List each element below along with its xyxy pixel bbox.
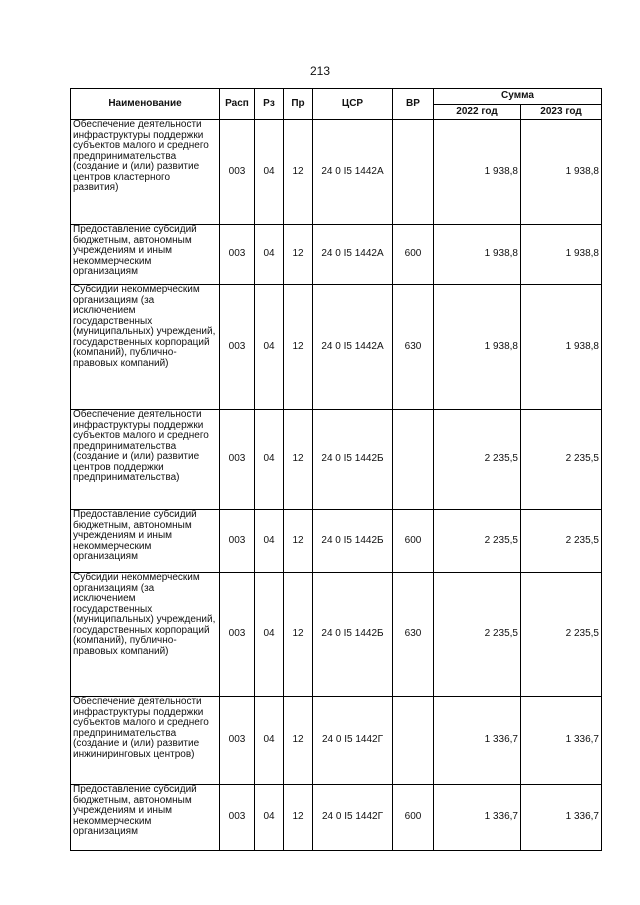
- row-rz: 04: [255, 120, 284, 225]
- row-vr: 630: [393, 285, 434, 410]
- header-sum: Сумма: [434, 89, 602, 105]
- row-sum-2022: 1 938,8: [434, 285, 521, 410]
- table-row: [71, 120, 602, 225]
- budget-table: [70, 88, 602, 851]
- row-vr: 600: [393, 785, 434, 851]
- page-number: 213: [309, 64, 331, 78]
- row-sum-2022: 1 336,7: [434, 697, 521, 785]
- row-rasp: 003: [220, 785, 255, 851]
- row-pr: 12: [284, 510, 313, 573]
- table-row: [71, 285, 602, 410]
- row-rasp: 003: [220, 120, 255, 225]
- row-sum-2022: 1 938,8: [434, 225, 521, 285]
- row-name: Предоставление субсидий бюджетным, автономным учреждениям и иным некоммерческим организациям: [71, 510, 220, 573]
- row-csr: 24 0 I5 1442Б: [313, 410, 393, 510]
- row-sum-2023: 1 938,8: [521, 225, 602, 285]
- row-rz: 04: [255, 410, 284, 510]
- header-pr: Пр: [284, 89, 313, 120]
- row-csr: 24 0 I5 1442Г: [313, 785, 393, 851]
- row-sum-2023: 1 336,7: [521, 697, 602, 785]
- row-pr: 12: [284, 573, 313, 697]
- row-vr: [393, 697, 434, 785]
- row-vr: 600: [393, 225, 434, 285]
- row-rz: 04: [255, 697, 284, 785]
- row-pr: 12: [284, 225, 313, 285]
- row-vr: 600: [393, 510, 434, 573]
- row-name: Обеспечение деятельности инфраструктуры поддержки субъектов малого и среднего предпринимательства (создание и (или) развитие центров кластерного развития): [71, 120, 220, 225]
- row-vr: 630: [393, 573, 434, 697]
- row-name: Предоставление субсидий бюджетным, автономным учреждениям и иным некоммерческим организациям: [71, 785, 220, 851]
- header-name: Наименование: [71, 89, 220, 120]
- header-csr: ЦСР: [313, 89, 393, 120]
- row-vr: [393, 410, 434, 510]
- header-2022: 2022 год: [434, 105, 521, 120]
- row-rz: 04: [255, 785, 284, 851]
- row-sum-2023: 1 336,7: [521, 785, 602, 851]
- row-sum-2023: 2 235,5: [521, 410, 602, 510]
- table-body: [71, 120, 602, 851]
- row-sum-2023: 1 938,8: [521, 120, 602, 225]
- row-sum-2022: 2 235,5: [434, 573, 521, 697]
- row-name: Обеспечение деятельности инфраструктуры поддержки субъектов малого и среднего предпринимательства (создание и (или) развитие инжиниринговых центров): [71, 697, 220, 785]
- row-rasp: 003: [220, 285, 255, 410]
- row-sum-2022: 2 235,5: [434, 510, 521, 573]
- row-rasp: 003: [220, 410, 255, 510]
- row-csr: 24 0 I5 1442А: [313, 120, 393, 225]
- row-rz: 04: [255, 573, 284, 697]
- row-csr: 24 0 I5 1442А: [313, 225, 393, 285]
- row-name: Обеспечение деятельности инфраструктуры поддержки субъектов малого и среднего предпринимательства (создание и (или) развитие центров поддержки предпринимательства): [71, 410, 220, 510]
- header-vr: ВР: [393, 89, 434, 120]
- row-name: Субсидии некоммерческим организациям (за исключением государственных (муниципальных) учреждений, государственных корпораций (компаний), публично-правовых компаний): [71, 285, 220, 410]
- row-csr: 24 0 I5 1442Б: [313, 510, 393, 573]
- table-row: [71, 697, 602, 785]
- row-rasp: 003: [220, 225, 255, 285]
- row-sum-2023: 1 938,8: [521, 285, 602, 410]
- row-rasp: 003: [220, 697, 255, 785]
- row-name: Предоставление субсидий бюджетным, автономным учреждениям и иным некоммерческим организациям: [71, 225, 220, 285]
- row-pr: 12: [284, 285, 313, 410]
- row-sum-2022: 2 235,5: [434, 410, 521, 510]
- header-2023: 2023 год: [521, 105, 602, 120]
- row-rz: 04: [255, 225, 284, 285]
- table-row: [71, 410, 602, 510]
- table-row: [71, 510, 602, 573]
- row-rasp: 003: [220, 573, 255, 697]
- row-rz: 04: [255, 285, 284, 410]
- row-pr: 12: [284, 120, 313, 225]
- row-csr: 24 0 I5 1442А: [313, 285, 393, 410]
- table-row: [71, 573, 602, 697]
- table-row: [71, 225, 602, 285]
- header-rz: Рз: [255, 89, 284, 120]
- row-pr: 12: [284, 410, 313, 510]
- row-sum-2023: 2 235,5: [521, 510, 602, 573]
- row-name: Субсидии некоммерческим организациям (за исключением государственных (муниципальных) учреждений, государственных корпораций (компаний), публично-правовых компаний): [71, 573, 220, 697]
- header-rasp: Расп: [220, 89, 255, 120]
- row-pr: 12: [284, 697, 313, 785]
- row-sum-2022: 1 938,8: [434, 120, 521, 225]
- row-pr: 12: [284, 785, 313, 851]
- row-rz: 04: [255, 510, 284, 573]
- row-csr: 24 0 I5 1442Б: [313, 573, 393, 697]
- row-sum-2022: 1 336,7: [434, 785, 521, 851]
- row-rasp: 003: [220, 510, 255, 573]
- row-vr: [393, 120, 434, 225]
- table-row: [71, 785, 602, 851]
- row-csr: 24 0 I5 1442Г: [313, 697, 393, 785]
- row-sum-2023: 2 235,5: [521, 573, 602, 697]
